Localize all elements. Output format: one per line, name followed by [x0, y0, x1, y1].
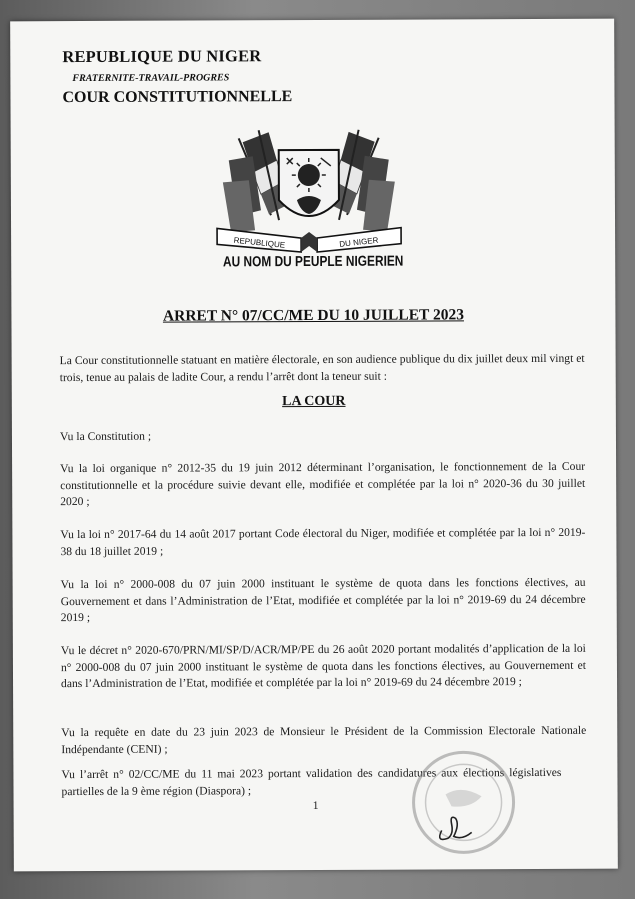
paragraph-arret-validation: Vu l’arrêt n° 02/CC/ME du 11 mai 2023 portant validation des candidatures aux élections législatives partielles de la 9 ème région (Diaspora) ; [61, 765, 562, 798]
paragraph-requete: Vu la requête en date du 23 juin 2023 de Monsieur le Président de la Commission Electorale Nationale Indépendante (CENI) ; [61, 723, 587, 756]
header-republic: REPUBLIQUE DU NIGER [62, 46, 262, 67]
header-court: COUR CONSTITUTIONNELLE [62, 88, 293, 107]
niger-coat-of-arms-icon [209, 120, 410, 256]
ribbon-right-text: DU NIGER [338, 235, 379, 249]
paragraph-decret: Vu le décret n° 2020-670/PRN/MI/SP/D/ACR/MP/PE du 26 août 2020 portant modalités d’application de la loi n° 2000-008 du 07 juin 2000 instituant le système de quota dans les fonctions électives, au Gouvernement et dans l’Administration de l’Etat, modifiée et complétée par la loi n° 2019-69 du 24 décembre 2019 ; [60, 641, 586, 691]
intro-paragraph: La Cour constitutionnelle statuant en matière électorale, en son audience publique du dix juillet deux mil vingt et trois, tenue au palais de ladite Cour, a rendu l’arrêt dont la teneur suit : [59, 351, 585, 384]
official-seal-stamp-icon [401, 744, 522, 865]
paragraph-loi-quota: Vu la loi n° 2000-008 du 07 juin 2000 instituant le système de quota dans les fonctions électives, au Gouvernement et dans l’Administration de l’Etat, modifiée et complétée par la loi n° 2019-69 du 24 décembre 2019 ; [60, 575, 586, 625]
paragraph-constitution: Vu la Constitution ; [59, 429, 152, 444]
paragraph-loi-organique: Vu la loi organique n° 2012-35 du 19 juin 2012 déterminant l’organisation, le fonctionnement de la Cour constitutionnelle et la procédure suivie devant elle, modifiée et complétée par la loi n° 2020-36 du 30 juillet 2020 ; [60, 459, 586, 509]
paragraph-code-electoral: Vu la loi n° 2017-64 du 14 août 2017 portant Code électoral du Niger, modifiée et complétée par la loi n° 2019-38 du 18 juillet 2019 ; [60, 525, 586, 558]
document-page [10, 19, 618, 872]
page-number: 1 [312, 799, 319, 813]
ribbon-banner [217, 228, 401, 253]
shield-icon [279, 150, 339, 216]
document-title: ARRET N° 07/CC/ME DU 10 JUILLET 2023 [162, 306, 464, 325]
ribbon-left-text: REPUBLIQUE [233, 235, 286, 250]
header-motto: FRATERNITE-TRAVAIL-PROGRES [72, 72, 230, 85]
signature-icon [440, 817, 472, 839]
nation-line: AU NOM DU PEUPLE NIGERIEN [222, 253, 404, 271]
section-title: LA COUR [282, 393, 346, 410]
